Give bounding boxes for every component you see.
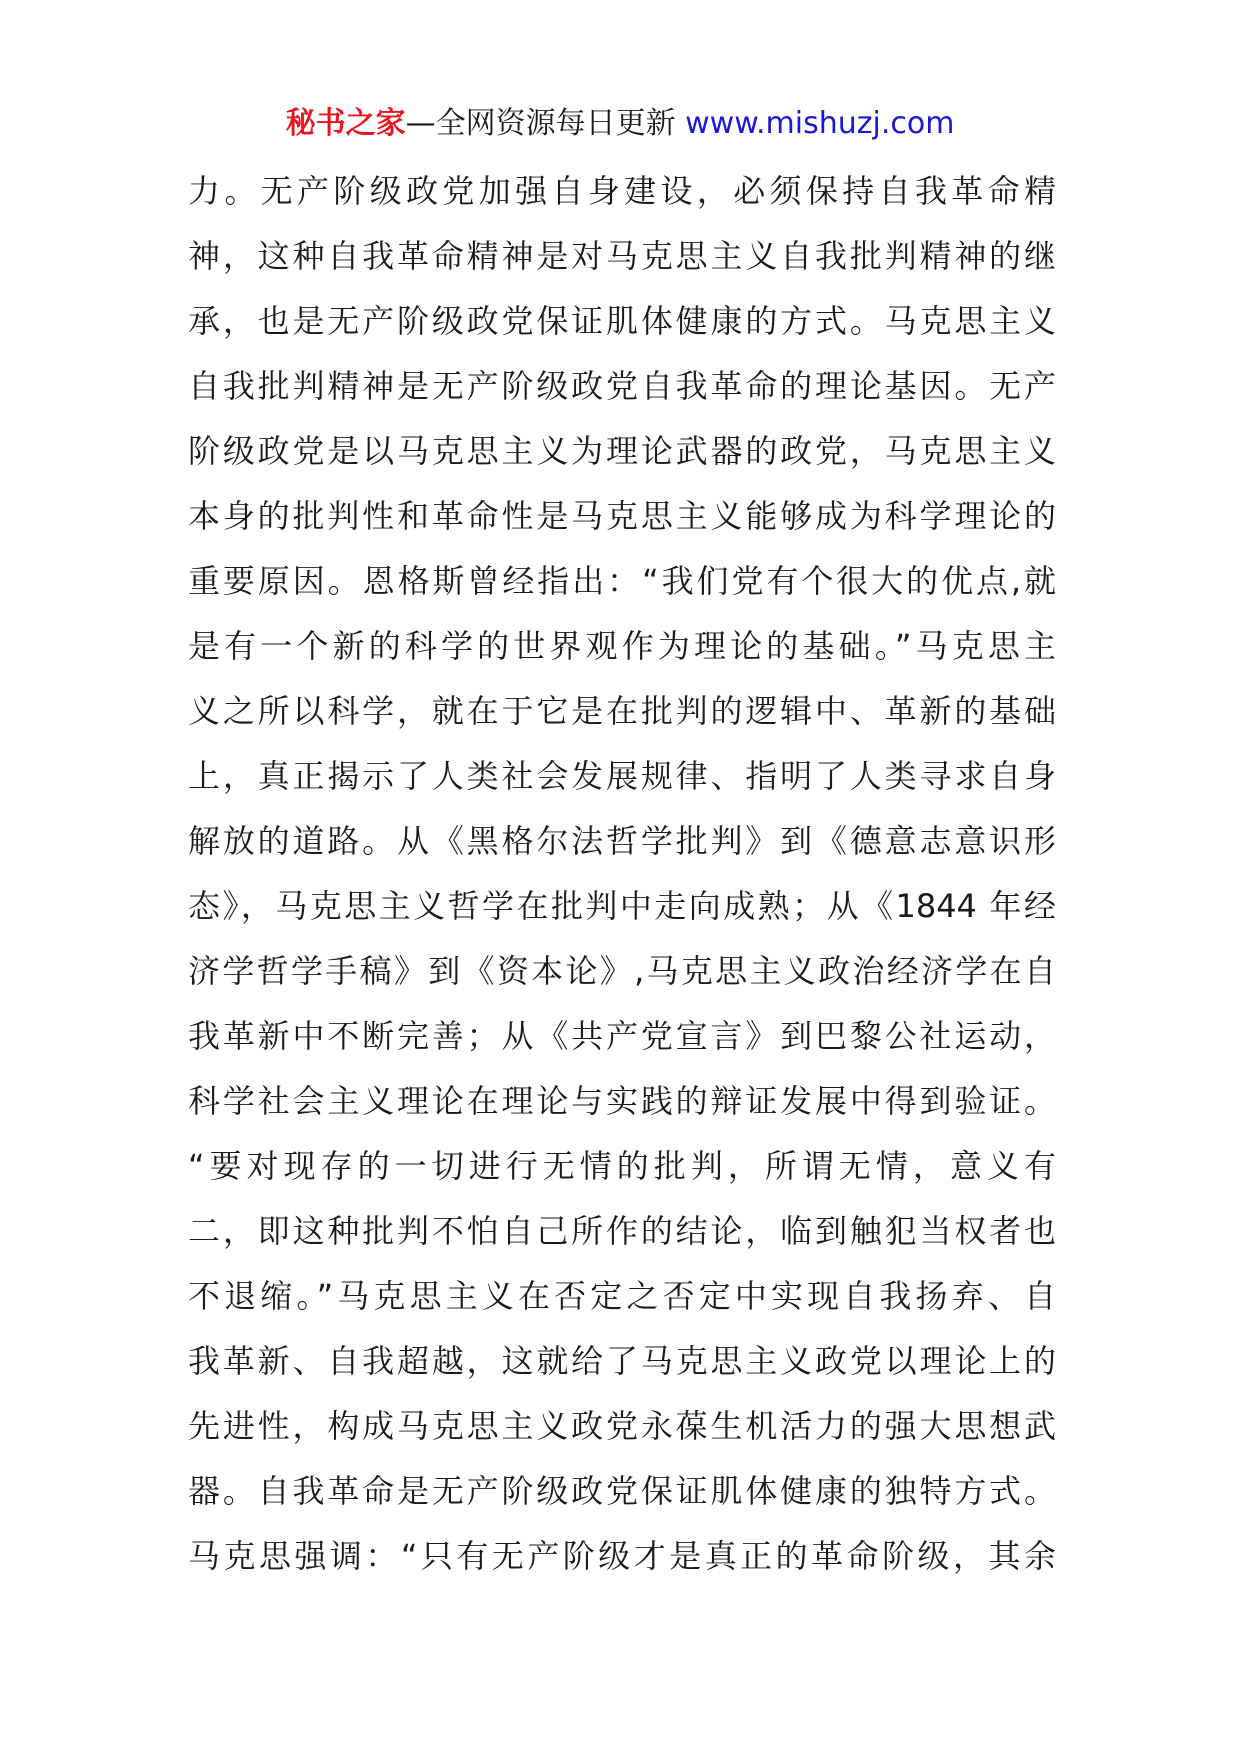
- body-line: 科学社会主义理论在理论与实践的辩证发展中得到验证。: [188, 1082, 1056, 1120]
- body-line: 本身的批判性和革命性是马克思主义能够成为科学理论的: [188, 497, 1056, 535]
- body-line: 力。无产阶级政党加强自身建设，必须保持自我革命精: [188, 172, 1056, 210]
- body-line: 承，也是无产阶级政党保证肌体健康的方式。马克思主义: [188, 302, 1056, 340]
- body-line: 态》，马克思主义哲学在批判中走向成熟；从《1844 年经: [188, 887, 1056, 925]
- body-line: “要对现存的一切进行无情的批判，所谓无情，意义有: [188, 1147, 1056, 1185]
- body-line: 上，真正揭示了人类社会发展规律、指明了人类寻求自身: [188, 757, 1056, 795]
- body-line: 自我批判精神是无产阶级政党自我革命的理论基因。无产: [188, 367, 1056, 405]
- body-line: 马克思强调：“只有无产阶级才是真正的革命阶级，其余: [188, 1537, 1056, 1575]
- page-header: [0, 104, 1240, 144]
- header-brand: 秘书之家: [285, 106, 406, 141]
- body-line: 济学哲学手稿》到《资本论》,马克思主义政治经济学在自: [188, 952, 1056, 990]
- body-line: 我革新中不断完善；从《共产党宣言》到巴黎公社运动，: [188, 1017, 1056, 1055]
- body-line: 义之所以科学，就在于它是在批判的逻辑中、革新的基础: [188, 692, 1056, 730]
- header-slogan: —全网资源每日更新: [405, 106, 676, 141]
- body-line: 重要原因。恩格斯曾经指出：“我们党有个很大的优点,就: [188, 562, 1056, 600]
- body-line: 器。自我革命是无产阶级政党保证肌体健康的独特方式。: [188, 1472, 1056, 1510]
- body-line: 阶级政党是以马克思主义为理论武器的政党，马克思主义: [188, 432, 1056, 470]
- body-line: 神，这种自我革命精神是对马克思主义自我批判精神的继: [188, 237, 1056, 275]
- header-url-link[interactable]: www.mishuzj.com: [685, 106, 955, 141]
- body-line: 二，即这种批判不怕自己所作的结论，临到触犯当权者也: [188, 1212, 1056, 1250]
- body-line: 解放的道路。从《黑格尔法哲学批判》到《德意志意识形: [188, 822, 1056, 860]
- body-line: 是有一个新的科学的世界观作为理论的基础。”马克思主: [188, 627, 1056, 665]
- body-line: 先进性，构成马克思主义政党永葆生机活力的强大思想武: [188, 1407, 1056, 1445]
- document-body: [188, 159, 1068, 1589]
- body-line: 不退缩。”马克思主义在否定之否定中实现自我扬弃、自: [188, 1277, 1056, 1315]
- body-line: 我革新、自我超越，这就给了马克思主义政党以理论上的: [188, 1342, 1056, 1380]
